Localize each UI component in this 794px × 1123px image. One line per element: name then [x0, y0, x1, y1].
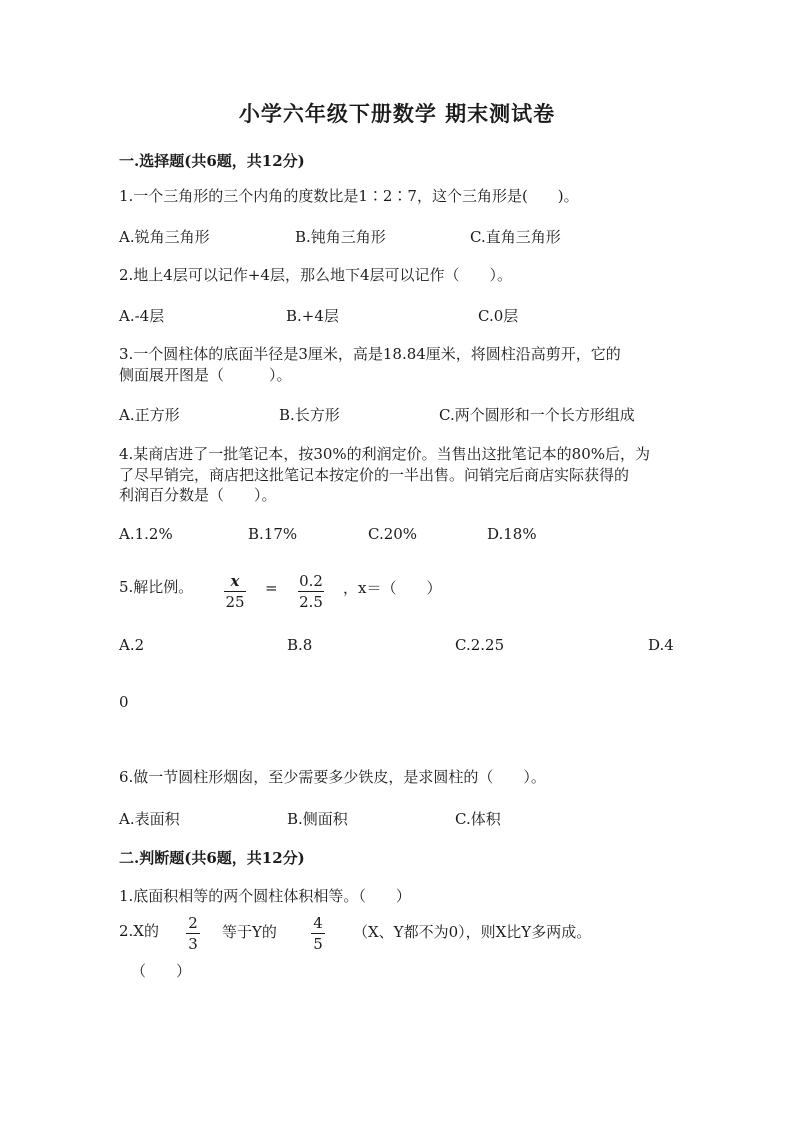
question-3-line1: 3.一个圆柱体的底面半径是3厘米，高是18.84厘米，将圆柱沿高剪开，它的 [119, 345, 621, 363]
q4-option-b: B.17% [248, 525, 298, 543]
q5-option-d: D.4 [648, 636, 674, 654]
fraction-bar [224, 591, 246, 592]
question-2-text: 2.地上4层可以记作+4层，那么地下4层可以记作（ ）。 [119, 266, 513, 284]
j2-frac2-numerator: 4 [313, 914, 323, 932]
j2-fraction-2-over-3 [186, 914, 200, 953]
q6-option-c: C.体积 [455, 810, 501, 828]
q5-frac2-numerator: 0.2 [299, 572, 323, 590]
q5-option-d-wrap: 0 [119, 693, 129, 711]
q2-option-b: B.+4层 [286, 307, 339, 325]
fraction-bar [186, 933, 200, 934]
q5-frac1-denominator: 25 [225, 593, 245, 611]
q2-option-a: A.-4层 [119, 307, 165, 325]
judge-question-2-mid: 等于Y的 [222, 923, 277, 941]
q5-option-c: C.2.25 [455, 636, 505, 654]
question-4-line3: 利润百分数是（ ）。 [119, 486, 277, 504]
q1-option-c: C.直角三角形 [470, 228, 561, 246]
q2-option-c: C.0层 [478, 307, 519, 325]
q6-option-b: B.侧面积 [287, 810, 348, 828]
section-heading-judgement: 二.判断题(共6题，共12分) [119, 849, 305, 867]
j2-frac1-denominator: 3 [188, 935, 198, 953]
q4-option-a: A.1.2% [119, 525, 173, 543]
j2-frac2-denominator: 5 [313, 935, 323, 953]
q4-option-d: D.18% [487, 525, 537, 543]
judge-question-1-text: 1.底面积相等的两个圆柱体积相等。（ ） [119, 887, 411, 905]
q3-option-a: A.正方形 [119, 406, 180, 424]
question-3-line2: 侧面展开图是（ ）。 [119, 366, 292, 384]
judge-question-2-blank: （ ） [131, 962, 192, 980]
question-5-prefix: 5.解比例。 [119, 578, 194, 596]
q5-option-b: B.8 [287, 636, 313, 654]
j2-frac1-numerator: 2 [188, 914, 198, 932]
question-5-suffix: ，x＝（ ） [343, 579, 442, 597]
q5-frac2-denominator: 2.5 [299, 593, 323, 611]
q5-frac1-numerator: x [230, 572, 240, 590]
page-title: 小学六年级下册数学 期末测试卷 [238, 101, 556, 126]
j2-fraction-4-over-5 [311, 914, 325, 953]
q1-option-b: B.钝角三角形 [295, 228, 386, 246]
section-heading-choice: 一.选择题(共6题，共12分) [119, 152, 305, 170]
q5-fraction-02-over-25 [298, 572, 324, 611]
q5-option-a: A.2 [119, 636, 145, 654]
q5-fraction-x-over-25 [224, 572, 246, 611]
question-4-line1: 4.某商店进了一批笔记本，按30%的利润定价。当售出这批笔记本的80%后，为 [119, 445, 650, 463]
q6-option-a: A.表面积 [119, 810, 180, 828]
q5-equals-sign: = [265, 579, 278, 597]
judge-question-2-suffix: （X、Y都不为0），则X比Y多两成。 [353, 923, 592, 941]
q3-option-b: B.长方形 [279, 406, 340, 424]
q1-option-a: A.锐角三角形 [119, 228, 210, 246]
question-4-line2: 了尽早销完，商店把这批笔记本按定价的一半出售。问销完后商店实际获得的 [119, 466, 630, 484]
q3-option-c: C.两个圆形和一个长方形组成 [439, 406, 635, 424]
question-1-text: 1.一个三角形的三个内角的度数比是1∶2∶7，这个三角形是( )。 [119, 187, 579, 205]
q4-option-c: C.20% [368, 525, 418, 543]
fraction-bar [298, 591, 324, 592]
question-6-text: 6.做一节圆柱形烟囱，至少需要多少铁皮，是求圆柱的（ ）。 [119, 768, 546, 786]
judge-question-2-prefix: 2.X的 [119, 922, 159, 940]
fraction-bar [311, 933, 325, 934]
